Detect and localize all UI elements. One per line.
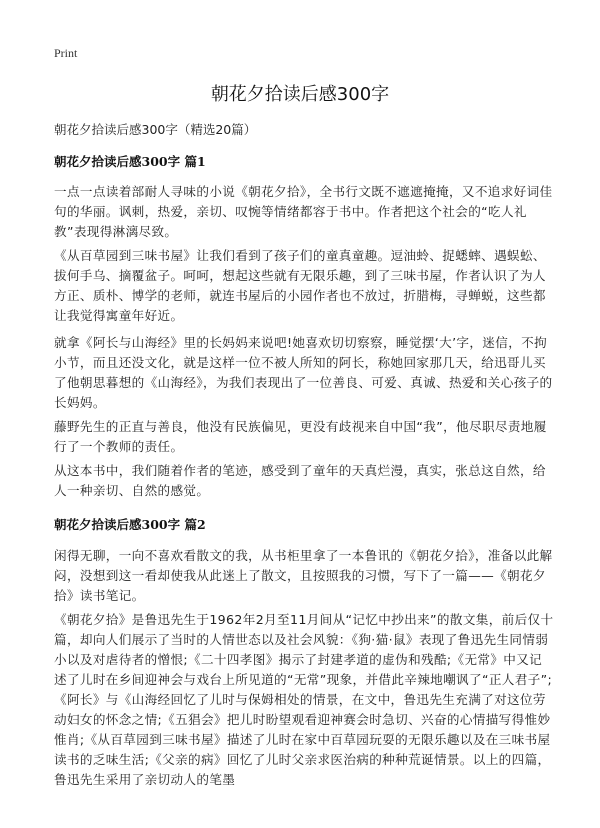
paragraph: 《从百草园到三味书屋》让我们看到了孩子们的童真童趣。逗油蛉、捉蟋蟀、遇蜈蚣、拔何手乌、摘覆盆子。呵呵，想起这些就有无限乐趣，到了三味书屋，作者认识了为人方正、质朴、博学的老师，就连书屋后的小园作者也不放过，折腊梅，寻蝉蜕，这些都让我觉得寓童年好近。 bbox=[54, 248, 546, 323]
section-heading-2: 朝花夕拾读后感300字 篇2 bbox=[54, 517, 206, 532]
paragraph: 藤野先生的正直与善良，他没有民族偏见，更没有歧视来自中国“我”，他尽职尽责地履行了一个教师的责任。 bbox=[54, 419, 547, 454]
page-title: 朝花夕拾读后感300字 bbox=[210, 84, 390, 105]
paragraph: 《朝花夕拾》是鲁迅先生于1962年2月至11月间从“记忆中抄出来”的散文集，前后仅十篇，却向人们展示了当时的人情世态以及社会风貌：《狗·猫·鼠》表现了鲁迅先生同情弱小以及对虐待者的憎恨;《二十四孝图》揭示了封建孝道的虚伪和残酷;《无常》中又记述了儿时在乡间迎神会与戏台上所见道的“无常”现象，并借此辛辣地嘲讽了“正人君子”;《阿长》与《山海经回忆了儿时与保姆相处的情景，在文中，鲁迅先生充满了对这位劳动妇女的怀念之情;《五猖会》把儿时盼望观看迎神赛会时急切、兴奋的心情描写得惟妙惟肖;《从百草园到三味书屋》描述了儿时在家中百草园玩耍的无限乐趣以及在三味书屋读书的乏味生活;《父亲的病》回忆了儿时父亲求医治病的种种荒诞情景。以上的四篇，鲁迅先生采用了亲切动人的笔墨 bbox=[54, 612, 554, 787]
paragraph: 就拿《阿长与山海经》里的长妈妈来说吧!她喜欢切切察察，睡觉摆‘大’字，迷信，不拘小节，而且还没文化，就是这样一位不被人所知的阿长，称她回家那几天，给迅哥儿买了他朝思暮想的《山海经》，为我们表现出了一位善良、可爱、真诚、热爱和关心孩子的长妈妈。 bbox=[54, 335, 553, 410]
paragraph: 闲得无聊，一向不喜欢看散文的我，从书柜里拿了一本鲁讯的《朝花夕拾》，准备以此解闷，没想到这一看却使我从此迷上了散文，且按照我的习惯，写下了一篇——《朝花夕拾》读书笔记。 bbox=[54, 548, 553, 603]
page-subtitle: 朝花夕拾读后感300字（精选20篇） bbox=[54, 122, 257, 137]
paragraph: 一点一点读着部耐人寻味的小说《朝花夕拾》，全书行文既不遮遮掩掩，又不追求好词佳句的华丽。讽刺，热爱，亲切、叹惋等情绪都容于书中。作者把这个社会的“吃人礼教”表现得淋漓尽致。 bbox=[54, 184, 553, 239]
section-heading-1: 朝花夕拾读后感300字 篇1 bbox=[54, 154, 206, 169]
print-link[interactable]: Print bbox=[54, 46, 78, 60]
paragraph: 从这本书中，我们随着作者的笔迹，感受到了童年的天真烂漫，真实，张总这自然，给人一种亲切、自然的感觉。 bbox=[54, 463, 546, 498]
